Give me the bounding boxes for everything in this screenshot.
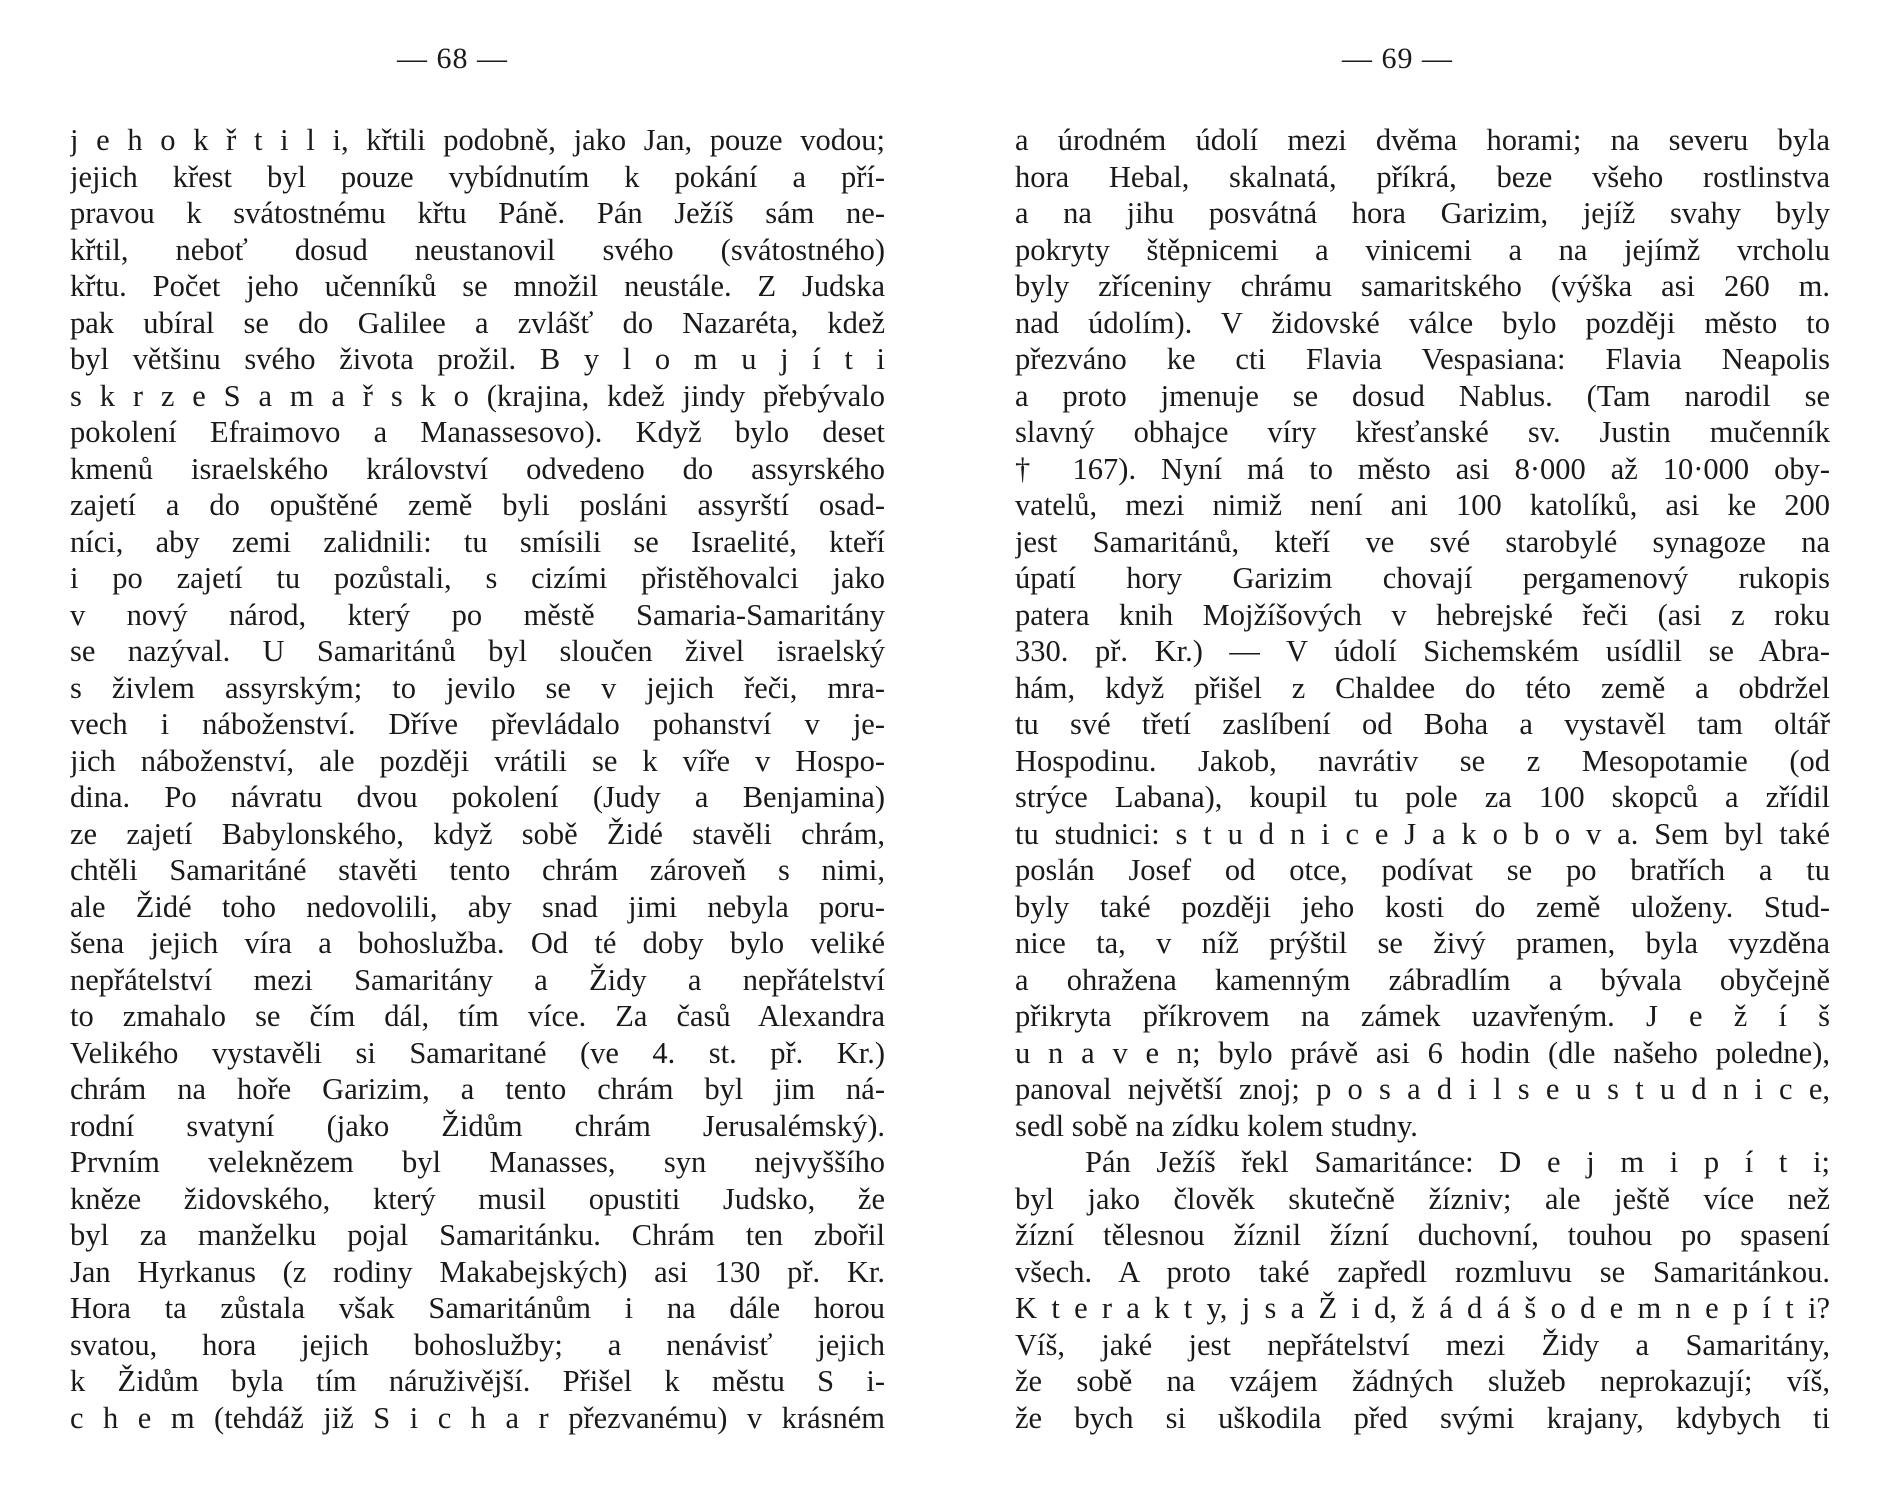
text-line: tu studnici: s t u d n i c e J a k o b o v a. Sem byl také — [1015, 816, 1830, 851]
text-line: chrám na hoře Garizim, a tento chrám byl jim ná- — [70, 1072, 885, 1106]
text-line: poslán Josef od otce, podívat se po bratřích a tu — [1015, 853, 1830, 887]
text-line: j e h o k ř t i l i, křtili podobně, jako Jan, pouze vodou; — [70, 123, 885, 157]
text-line: úpatí hory Garizim chovají pergamenový rukopis — [1015, 561, 1830, 595]
text-line: přezváno ke cti Flavia Vespasiana: Flavia Neapolis — [1015, 342, 1830, 376]
text-line: Velikého vystavěli si Samaritané (ve 4. st. př. Kr.) — [70, 1035, 885, 1070]
text-line: pravou k svátostnému křtu Páně. Pán Ježíš sám ne- — [70, 196, 885, 230]
text-line: nepřátelství mezi Samaritány a Židy a nepřátelství — [70, 962, 885, 997]
text-line: a ohražena kamenným zábradlím a bývala obyčejně — [1015, 962, 1830, 997]
text-line: jejich křest byl pouze vybídnutím k pokání a pří- — [70, 159, 885, 194]
paragraph-end-line: sedl sobě na zídku kolem studny. — [1015, 1108, 1418, 1143]
text-line: byly zříceniny chrámu samaritského (výška asi 260 m. — [1015, 269, 1830, 303]
text-line: pokolení Efraimovo a Manassesovo). Když bylo deset — [70, 415, 885, 449]
text-line: všech. A proto také zapředl rozmluvu se Samaritánkou. — [1015, 1254, 1830, 1289]
text-line: rodní svatyní (jako Židům chrám Jerusalémský). — [70, 1108, 885, 1143]
text-line: chtěli Samaritáné stavěti tento chrám zároveň s nimi, — [70, 853, 885, 887]
text-line: byl za manželku pojal Samaritánku. Chrám ten zbořil — [70, 1218, 885, 1252]
text-line: že bych si uškodila před svými krajany, kdybych ti — [1015, 1400, 1830, 1435]
text-line: nad údolím). V židovské válce bylo později město to — [1015, 305, 1830, 340]
text-line: pokryty štěpnicemi a vinicemi a na jejímž vrcholu — [1015, 232, 1830, 267]
text-line: v nový národ, který po městě Samaria-Samaritány — [70, 597, 885, 632]
text-line: kněze židovského, který musil opustiti Judsko, že — [70, 1181, 885, 1216]
text-line: panoval největší znoj; p o s a d i l s e u s t u d n i c e, — [1015, 1072, 1830, 1106]
text-line: k Židům byla tím náruživější. Přišel k městu S i- — [70, 1364, 885, 1398]
text-line: Prvním veleknězem byl Manasses, syn nejvyššího — [70, 1145, 885, 1179]
text-line: a úrodném údolí mezi dvěma horami; na severu byla — [1015, 123, 1830, 157]
right-page-text — [1015, 122, 1830, 1436]
text-line: s živlem assyrským; to jevilo se v jejich řeči, mra- — [70, 670, 885, 705]
text-line: hora Hebal, skalnatá, příkrá, beze všeho rostlinstva — [1015, 159, 1830, 194]
text-line: † 167). Nyní má to město asi 8·000 až 10·000 oby- — [1015, 451, 1830, 486]
text-line: c h e m (tehdáž již S i c h a r přezvanému) v krásném — [70, 1400, 885, 1435]
text-line: a na jihu posvátná hora Garizim, jejíž svahy byly — [1015, 196, 1830, 230]
text-line: svatou, hora jejich bohoslužby; a nenávisť jejich — [70, 1327, 885, 1362]
text-line: pak ubíral se do Galilee a zvlášť do Nazaréta, kdež — [70, 305, 885, 340]
paragraph-start-line: Pán Ježíš řekl Samaritánce: D e j m i p í t i; — [1085, 1145, 1830, 1179]
text-line: u n a v e n; bylo právě asi 6 hodin (dle našeho poledne), — [1015, 1035, 1830, 1070]
text-line: zajetí a do opuštěné země byli posláni assyrští osad- — [70, 488, 885, 522]
text-line: žízní tělesnou žíznil žízní duchovní, touhou po spasení — [1015, 1218, 1830, 1252]
text-line: Hora ta zůstala však Samaritánům i na dále horou — [70, 1291, 885, 1325]
text-line: že sobě na vzájem žádných služeb neprokazují; víš, — [1015, 1364, 1830, 1398]
text-line: šena jejich víra a bohoslužba. Od té doby bylo veliké — [70, 926, 885, 960]
text-line: slavný obhajce víry křesťanské sv. Justin mučenník — [1015, 415, 1830, 449]
text-line: jich náboženství, ale později vrátili se k víře v Hospo- — [70, 743, 885, 778]
text-line: byl jako člověk skutečně žízniv; ale ještě více než — [1015, 1181, 1830, 1216]
text-line: dina. Po návratu dvou pokolení (Judy a Benjamina) — [70, 780, 885, 814]
text-line: tu své třetí zaslíbení od Boha a vystavěl tam oltář — [1015, 707, 1830, 741]
text-line: K t e r a k t y, j s a Ž i d, ž á d á š o d e m n e p í t i? — [1015, 1291, 1830, 1325]
text-line: vech i náboženství. Dříve převládalo pohanství v je- — [70, 707, 885, 741]
text-line: 330. př. Kr.) — V údolí Sichemském usídlil se Abra- — [1015, 634, 1830, 668]
text-line: se nazýval. U Samaritánů byl sloučen živel israelský — [70, 634, 885, 668]
text-line: jest Samaritánů, kteří ve své starobylé synagoze na — [1015, 524, 1830, 559]
text-line: přikryta příkrovem na zámek uzavřeným. J e ž í š — [1015, 999, 1830, 1033]
text-line: byl většinu svého života prožil. B y l o m u j í t i — [70, 342, 885, 376]
text-line: ale Židé toho nedovolili, aby snad jimi nebyla poru- — [70, 889, 885, 924]
text-line: níci, aby zemi zalidnili: tu smísili se Israelité, kteří — [70, 524, 885, 559]
text-line: vatelů, mezi nimiž není ani 100 katolíků, asi ke 200 — [1015, 488, 1830, 522]
text-line: to zmahalo se čím dál, tím více. Za časů Alexandra — [70, 999, 885, 1033]
text-line: křtu. Počet jeho učenníků se množil neustále. Z Judska — [70, 269, 885, 303]
text-line: a proto jmenuje se dosud Nablus. (Tam narodil se — [1015, 378, 1830, 413]
left-page-text — [70, 122, 885, 1436]
text-line: křtil, neboť dosud neustanovil svého (svátostného) — [70, 232, 885, 267]
text-line: byly také později jeho kosti do země uloženy. Stud- — [1015, 889, 1830, 924]
text-line: Jan Hyrkanus (z rodiny Makabejských) asi 130 př. Kr. — [70, 1254, 885, 1289]
text-line: hám, když přišel z Chaldee do této země a obdržel — [1015, 670, 1830, 705]
text-line: strýce Labana), koupil tu pole za 100 skopců a zřídil — [1015, 780, 1830, 814]
text-line: Hospodinu. Jakob, navrátiv se z Mesopotamie (od — [1015, 743, 1830, 778]
text-line: nice ta, v níž prýštil se živý pramen, byla vyzděna — [1015, 926, 1830, 960]
text-line: Víš, jaké jest nepřátelství mezi Židy a Samaritány, — [1015, 1327, 1830, 1362]
text-line: s k r z e S a m a ř s k o (krajina, kdež jindy přebývalo — [70, 378, 885, 413]
page-number-left: — 68 — — [397, 42, 508, 75]
text-line: kmenů israelského království odvedeno do assyrského — [70, 451, 885, 486]
page-number-right: — 69 — — [1342, 42, 1453, 75]
text-line: i po zajetí tu pozůstali, s cizími přistěhovalci jako — [70, 561, 885, 595]
text-line: ze zajetí Babylonského, když sobě Židé stavěli chrám, — [70, 816, 885, 851]
text-line: patera knih Mojžíšových v hebrejské řeči (asi z roku — [1015, 597, 1830, 632]
